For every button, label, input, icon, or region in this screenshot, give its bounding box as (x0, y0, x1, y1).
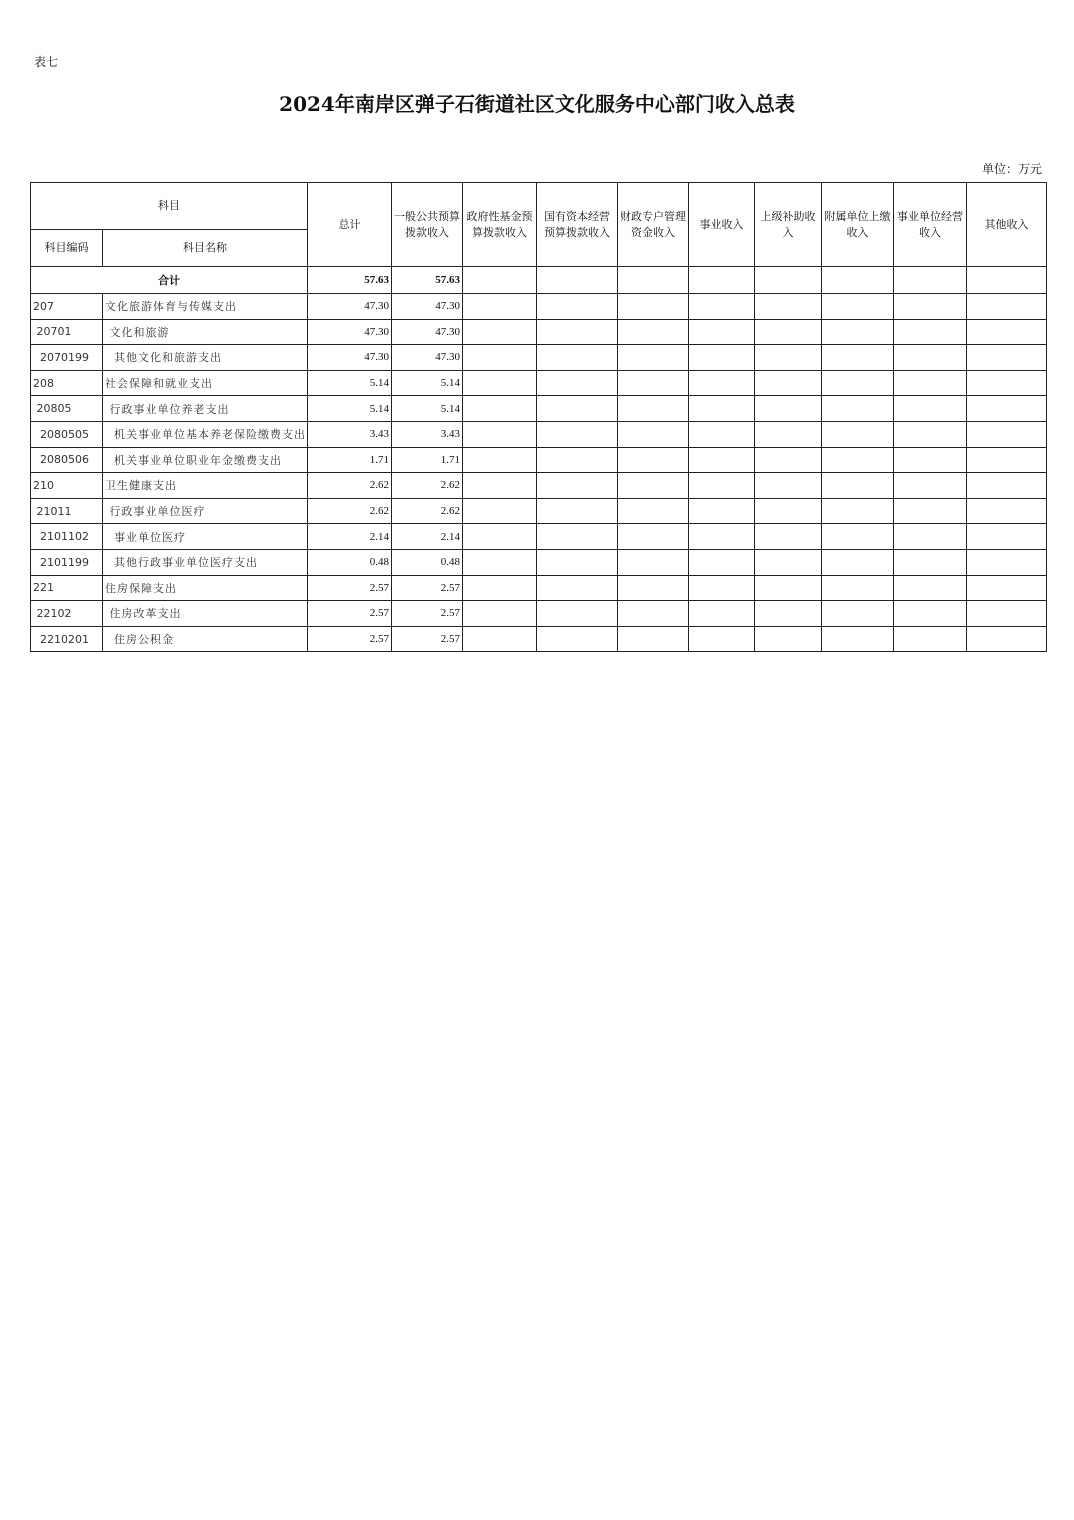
empty-cell (967, 549, 1047, 575)
row-code-cell: 21011 (31, 498, 103, 524)
empty-cell (894, 319, 967, 345)
row-general-cell: 1.71 (392, 447, 463, 473)
header-name: 科目名称 (103, 230, 308, 267)
empty-cell (463, 345, 537, 371)
row-general-cell: 47.30 (392, 294, 463, 320)
empty-cell (537, 447, 618, 473)
row-general-cell: 5.14 (392, 370, 463, 396)
empty-cell (822, 626, 894, 652)
empty-cell (618, 601, 689, 627)
empty-cell (755, 345, 822, 371)
table-row (31, 396, 1047, 422)
row-code-cell: 2080505 (31, 421, 103, 447)
table-row (31, 524, 1047, 550)
table-row (31, 421, 1047, 447)
empty-cell (894, 345, 967, 371)
row-general-cell: 2.14 (392, 524, 463, 550)
row-general-cell: 2.62 (392, 498, 463, 524)
empty-cell (755, 498, 822, 524)
page-title: 2024年南岸区弹子石街道社区文化服务中心部门收入总表 (279, 92, 795, 116)
empty-cell (755, 294, 822, 320)
row-name-cell: 其他文化和旅游支出 (103, 345, 308, 371)
row-code-cell: 210 (31, 473, 103, 499)
empty-cell (689, 575, 755, 601)
empty-cell (463, 626, 537, 652)
empty-cell (822, 549, 894, 575)
empty-cell (822, 575, 894, 601)
empty-cell (689, 626, 755, 652)
header-general-budget: 一般公共预算拨款收入 (392, 183, 463, 267)
header-other: 其他收入 (967, 183, 1047, 267)
empty-cell (618, 575, 689, 601)
row-total-cell: 2.57 (308, 626, 392, 652)
row-name-cell: 行政事业单位医疗 (103, 498, 308, 524)
empty-cell (689, 524, 755, 550)
header-gov-fund: 政府性基金预算拨款收入 (463, 183, 537, 267)
row-name-cell: 机关事业单位职业年金缴费支出 (103, 447, 308, 473)
empty-cell (537, 626, 618, 652)
empty-cell (894, 447, 967, 473)
empty-cell (537, 345, 618, 371)
table-row (31, 601, 1047, 627)
empty-cell (463, 447, 537, 473)
empty-cell (689, 549, 755, 575)
empty-cell (618, 549, 689, 575)
row-code-cell: 2070199 (31, 345, 103, 371)
empty-cell (463, 549, 537, 575)
empty-cell (755, 447, 822, 473)
empty-cell (822, 601, 894, 627)
empty-cell (618, 319, 689, 345)
row-general-cell: 2.57 (392, 601, 463, 627)
empty-cell (463, 601, 537, 627)
empty-cell (689, 345, 755, 371)
row-general-cell: 2.57 (392, 575, 463, 601)
row-general-cell: 5.14 (392, 396, 463, 422)
row-code-cell: 20701 (31, 319, 103, 345)
header-state-capital: 国有资本经营预算拨款收入 (537, 183, 618, 267)
header-superior-subsidy: 上级补助收入 (755, 183, 822, 267)
empty-cell (618, 498, 689, 524)
empty-cell (755, 421, 822, 447)
empty-cell (537, 601, 618, 627)
empty-cell (967, 498, 1047, 524)
row-code-cell: 2101102 (31, 524, 103, 550)
row-total-cell: 5.14 (308, 370, 392, 396)
row-code-cell: 22102 (31, 601, 103, 627)
row-total-cell: 5.14 (308, 396, 392, 422)
empty-cell (967, 626, 1047, 652)
unit-label: 单位：万元 (981, 162, 1042, 176)
empty-cell (967, 294, 1047, 320)
table-row (31, 345, 1047, 371)
empty-cell (689, 370, 755, 396)
empty-cell (537, 370, 618, 396)
empty-cell (894, 294, 967, 320)
empty-cell (463, 473, 537, 499)
row-name-cell: 行政事业单位养老支出 (103, 396, 308, 422)
empty-cell (463, 294, 537, 320)
empty-cell (894, 421, 967, 447)
empty-cell (618, 421, 689, 447)
empty-cell (822, 370, 894, 396)
empty-cell (894, 575, 967, 601)
row-code-cell: 2080506 (31, 447, 103, 473)
income-table (30, 182, 1047, 652)
row-name-cell: 住房保障支出 (103, 575, 308, 601)
empty-cell (822, 345, 894, 371)
empty-cell (755, 549, 822, 575)
empty-cell (894, 549, 967, 575)
row-total-cell: 1.71 (308, 447, 392, 473)
empty-cell (463, 575, 537, 601)
table-row (31, 294, 1047, 320)
empty-cell (967, 601, 1047, 627)
empty-cell (967, 396, 1047, 422)
empty-cell (822, 294, 894, 320)
table-row (31, 626, 1047, 652)
empty-cell (689, 294, 755, 320)
empty-cell (894, 370, 967, 396)
empty-cell (967, 345, 1047, 371)
empty-cell (537, 498, 618, 524)
empty-cell (894, 396, 967, 422)
empty-cell (463, 319, 537, 345)
row-total-cell: 0.48 (308, 549, 392, 575)
header-code: 科目编码 (31, 230, 103, 267)
row-name-cell: 住房改革支出 (103, 601, 308, 627)
empty-cell (894, 601, 967, 627)
empty-cell (822, 447, 894, 473)
header-affiliated: 附属单位上缴收入 (822, 183, 894, 267)
empty-cell (822, 396, 894, 422)
empty-cell (967, 370, 1047, 396)
row-code-cell: 207 (31, 294, 103, 320)
empty-cell (967, 524, 1047, 550)
empty-cell (822, 319, 894, 345)
row-total-cell: 2.57 (308, 575, 392, 601)
empty-cell (894, 473, 967, 499)
empty-cell (689, 601, 755, 627)
empty-cell (894, 524, 967, 550)
row-total-cell: 47.30 (308, 345, 392, 371)
empty-cell (894, 498, 967, 524)
row-name-cell: 文化和旅游 (103, 319, 308, 345)
empty-cell (689, 473, 755, 499)
empty-cell (618, 626, 689, 652)
table-row (31, 549, 1047, 575)
empty-cell (755, 370, 822, 396)
row-code-cell: 2101199 (31, 549, 103, 575)
empty-cell (967, 319, 1047, 345)
empty-cell (618, 370, 689, 396)
row-total-cell: 47.30 (308, 294, 392, 320)
row-name-cell: 其他行政事业单位医疗支出 (103, 549, 308, 575)
row-name-cell: 卫生健康支出 (103, 473, 308, 499)
header-total: 总计 (308, 183, 392, 267)
empty-cell (689, 498, 755, 524)
empty-cell (463, 524, 537, 550)
empty-cell (537, 524, 618, 550)
row-name-cell: 住房公积金 (103, 626, 308, 652)
empty-cell (822, 421, 894, 447)
table-row (31, 498, 1047, 524)
empty-cell (967, 473, 1047, 499)
row-name-cell: 机关事业单位基本养老保险缴费支出 (103, 421, 308, 447)
row-name-cell: 社会保障和就业支出 (103, 370, 308, 396)
empty-cell (894, 626, 967, 652)
row-general-cell: 0.48 (392, 549, 463, 575)
row-general-cell: 47.30 (392, 345, 463, 371)
empty-cell (967, 421, 1047, 447)
row-general-cell: 3.43 (392, 421, 463, 447)
row-general-cell: 47.30 (392, 319, 463, 345)
row-name-cell: 文化旅游体育与传媒支出 (103, 294, 308, 320)
row-code-cell: 2210201 (31, 626, 103, 652)
empty-cell (618, 447, 689, 473)
empty-cell (755, 473, 822, 499)
header-operation: 事业单位经营收入 (894, 183, 967, 267)
empty-cell (618, 524, 689, 550)
row-total-cell: 2.62 (308, 498, 392, 524)
empty-cell (463, 370, 537, 396)
empty-cell (755, 319, 822, 345)
empty-cell (537, 396, 618, 422)
row-total-cell: 47.30 (308, 319, 392, 345)
header-fiscal-special: 财政专户管理资金收入 (618, 183, 689, 267)
empty-cell (537, 294, 618, 320)
empty-cell (755, 601, 822, 627)
row-general-cell: 2.62 (392, 473, 463, 499)
row-code-cell: 208 (31, 370, 103, 396)
empty-cell (755, 524, 822, 550)
row-total-cell: 2.57 (308, 601, 392, 627)
empty-cell (537, 319, 618, 345)
total-general-cell: 57.63 (392, 267, 463, 294)
empty-cell (463, 421, 537, 447)
empty-cell (463, 498, 537, 524)
table-row (31, 575, 1047, 601)
table-row (31, 473, 1047, 499)
table-row (31, 319, 1047, 345)
empty-cell (822, 498, 894, 524)
total-total-cell: 57.63 (308, 267, 392, 294)
empty-cell (463, 396, 537, 422)
table-row (31, 447, 1047, 473)
header-business: 事业收入 (689, 183, 755, 267)
table-row (31, 370, 1047, 396)
empty-cell (755, 575, 822, 601)
empty-cell (537, 549, 618, 575)
row-name-cell: 事业单位医疗 (103, 524, 308, 550)
header-subject: 科目 (31, 183, 308, 230)
row-total-cell: 2.14 (308, 524, 392, 550)
empty-cell (822, 473, 894, 499)
row-total-cell: 2.62 (308, 473, 392, 499)
empty-cell (618, 345, 689, 371)
empty-cell (618, 294, 689, 320)
empty-cell (967, 447, 1047, 473)
empty-cell (967, 575, 1047, 601)
table-number: 表七 (34, 55, 59, 69)
row-code-cell: 20805 (31, 396, 103, 422)
total-label: 合计 (31, 267, 308, 294)
row-total-cell: 3.43 (308, 421, 392, 447)
empty-cell (537, 575, 618, 601)
row-code-cell: 221 (31, 575, 103, 601)
empty-cell (755, 626, 822, 652)
empty-cell (618, 473, 689, 499)
row-general-cell: 2.57 (392, 626, 463, 652)
empty-cell (689, 319, 755, 345)
empty-cell (822, 524, 894, 550)
empty-cell (618, 396, 689, 422)
empty-cell (689, 421, 755, 447)
empty-cell (755, 396, 822, 422)
empty-cell (537, 473, 618, 499)
empty-cell (537, 421, 618, 447)
empty-cell (689, 396, 755, 422)
empty-cell (689, 447, 755, 473)
total-row (31, 267, 1047, 294)
